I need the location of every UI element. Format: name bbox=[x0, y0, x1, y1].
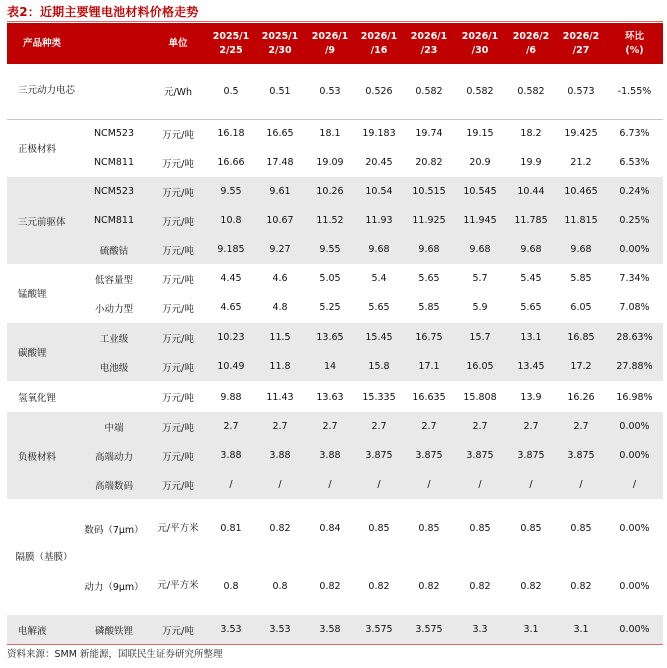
price-cell: 0.582 bbox=[415, 85, 443, 97]
group-name: 隔膜（基膜） bbox=[15, 551, 73, 563]
price-cell: 0.5 bbox=[223, 85, 239, 97]
price-cell: 3.1 bbox=[573, 624, 589, 635]
price-cell: 15.808 bbox=[463, 391, 497, 403]
table-title: 表2：近期主要锂电池材料价格走势 bbox=[7, 5, 199, 19]
price-cell: 13.65 bbox=[316, 332, 344, 343]
price-cell: 16.65 bbox=[266, 128, 294, 139]
header-unit: 单位 bbox=[168, 37, 188, 49]
price-cell: / bbox=[377, 479, 381, 490]
row-unit: 万元/吨 bbox=[162, 158, 194, 170]
change-cell: 0.00% bbox=[619, 624, 650, 635]
price-cell: 3.875 bbox=[567, 450, 595, 461]
price-cell: 11.8 bbox=[269, 361, 291, 372]
group-name: 锰酸锂 bbox=[18, 289, 47, 300]
price-cell: 0.82 bbox=[319, 580, 341, 592]
price-cell: 10.67 bbox=[266, 215, 294, 226]
row-unit: 元/Wh bbox=[163, 87, 193, 98]
row-subtype: 数码（7μm） bbox=[84, 524, 144, 536]
price-cell: 10.465 bbox=[564, 186, 598, 197]
price-cell: 13.9 bbox=[520, 391, 542, 403]
price-cell: 11.815 bbox=[564, 215, 598, 226]
row-subtype: 高端数码 bbox=[94, 480, 133, 492]
price-cell: 11.925 bbox=[412, 215, 446, 226]
header-date: 2026/2 /27 bbox=[562, 30, 600, 56]
price-cell: 16.66 bbox=[217, 157, 245, 168]
price-cell: 5.85 bbox=[418, 302, 440, 313]
row-subtype: 硫酸钴 bbox=[99, 245, 129, 257]
price-cell: 3.875 bbox=[365, 450, 393, 461]
price-cell: 0.85 bbox=[520, 523, 542, 534]
price-cell: 5.65 bbox=[520, 302, 542, 313]
header-date: 2025/1 2/25 bbox=[212, 30, 250, 56]
price-cell: 3.88 bbox=[220, 450, 242, 461]
price-cell: 0.582 bbox=[517, 85, 545, 97]
price-cell: 9.68 bbox=[469, 244, 491, 255]
price-cell: 5.4 bbox=[371, 273, 387, 284]
price-cell: / bbox=[579, 479, 583, 490]
group-name: 电解液 bbox=[18, 625, 47, 637]
price-cell: 21.2 bbox=[570, 157, 592, 168]
price-cell: 5.85 bbox=[570, 273, 592, 284]
change-cell: 6.73% bbox=[619, 128, 650, 139]
price-cell: 5.45 bbox=[520, 273, 542, 284]
price-cell: 17.2 bbox=[570, 361, 592, 372]
price-cell: 10.515 bbox=[412, 186, 446, 197]
row-subtype: NCM811 bbox=[93, 215, 135, 226]
price-cell: 9.68 bbox=[418, 244, 440, 255]
row-subtype: 工业级 bbox=[99, 333, 129, 345]
price-cell: 0.82 bbox=[418, 580, 440, 592]
change-cell: 7.08% bbox=[619, 302, 650, 313]
group-name: 碳酸锂 bbox=[18, 348, 47, 359]
price-cell: 3.1 bbox=[523, 624, 539, 635]
row-subtype: NCM523 bbox=[93, 186, 135, 197]
price-cell: 5.65 bbox=[368, 302, 390, 313]
price-cell: 9.55 bbox=[319, 244, 341, 255]
price-cell: 16.18 bbox=[217, 128, 245, 139]
price-cell: 10.49 bbox=[217, 361, 245, 372]
price-cell: 3.575 bbox=[415, 624, 443, 635]
price-cell: 19.9 bbox=[520, 157, 542, 168]
price-cell: 9.68 bbox=[570, 244, 592, 255]
price-cell: 9.68 bbox=[368, 244, 390, 255]
change-cell: 0.00% bbox=[619, 244, 650, 255]
price-cell: 19.183 bbox=[362, 128, 396, 139]
header-change: 环比 (%) bbox=[624, 30, 644, 56]
change-cell: 28.63% bbox=[616, 332, 653, 343]
row-unit: 元/平方米 bbox=[157, 522, 199, 534]
price-cell: 9.61 bbox=[269, 186, 291, 197]
price-cell: 3.88 bbox=[319, 450, 341, 461]
price-cell: 16.75 bbox=[415, 332, 443, 343]
price-cell: 10.26 bbox=[316, 186, 344, 197]
row-unit: 万元/吨 bbox=[162, 187, 194, 199]
price-cell: 9.27 bbox=[269, 244, 291, 255]
price-cell: 9.185 bbox=[217, 244, 245, 255]
price-cell: 14 bbox=[323, 361, 337, 372]
row-subtype: 中端 bbox=[104, 422, 124, 434]
price-cell: 2.7 bbox=[223, 421, 239, 432]
price-cell: 15.45 bbox=[365, 332, 393, 343]
price-cell: 9.88 bbox=[220, 391, 242, 403]
price-cell: 0.84 bbox=[319, 523, 341, 534]
price-cell: 0.51 bbox=[269, 85, 291, 97]
row-subtype: NCM523 bbox=[93, 128, 135, 139]
price-cell: 0.53 bbox=[319, 85, 341, 97]
price-cell: 5.9 bbox=[472, 302, 488, 313]
price-cell: 19.425 bbox=[564, 128, 598, 139]
price-cell: 3.53 bbox=[220, 624, 242, 635]
change-cell: 16.98% bbox=[616, 391, 653, 403]
price-cell: 9.68 bbox=[520, 244, 542, 255]
price-cell: 0.8 bbox=[272, 580, 288, 592]
price-cell: 3.88 bbox=[269, 450, 291, 461]
price-cell: 11.785 bbox=[514, 215, 548, 226]
price-cell: 10.54 bbox=[365, 186, 393, 197]
row-unit: 万元/吨 bbox=[162, 362, 194, 374]
table-header bbox=[7, 23, 663, 64]
price-cell: 15.8 bbox=[368, 361, 390, 372]
price-cell: 20.9 bbox=[469, 157, 491, 168]
price-cell: / bbox=[478, 479, 482, 490]
price-cell: 11.52 bbox=[316, 215, 344, 226]
price-cell: / bbox=[427, 479, 431, 490]
header-date: 2026/2 /6 bbox=[512, 30, 550, 56]
source-note: 资料来源：SMM 新能源，国联民生证券研究所整理 bbox=[7, 649, 223, 660]
price-cell: 0.85 bbox=[418, 523, 440, 534]
price-cell: 2.7 bbox=[322, 421, 338, 432]
title-rule bbox=[7, 21, 663, 22]
price-cell: 0.573 bbox=[567, 85, 595, 97]
row-subtype: 动力（9μm） bbox=[84, 582, 144, 593]
row-unit: 万元/吨 bbox=[162, 129, 194, 141]
change-cell: 0.25% bbox=[619, 215, 650, 226]
price-cell: 0.8 bbox=[223, 580, 239, 592]
row-unit: 万元/吨 bbox=[162, 480, 194, 492]
price-cell: 10.545 bbox=[463, 186, 497, 197]
price-cell: 3.53 bbox=[269, 624, 291, 635]
price-cell: 5.25 bbox=[319, 302, 341, 313]
header-date: 2026/1 /30 bbox=[461, 30, 499, 56]
price-cell: 3.875 bbox=[466, 450, 494, 461]
price-cell: 2.7 bbox=[523, 421, 539, 432]
price-cell: 0.85 bbox=[368, 523, 390, 534]
header-date: 2026/1 /23 bbox=[410, 30, 448, 56]
price-cell: 5.7 bbox=[472, 273, 488, 284]
price-cell: 10.23 bbox=[217, 332, 245, 343]
change-cell: -1.55% bbox=[617, 85, 652, 97]
price-cell: 2.7 bbox=[272, 421, 288, 432]
price-cell: 2.7 bbox=[472, 421, 488, 432]
change-cell: 0.00% bbox=[619, 421, 650, 432]
row-subtype: 低容量型 bbox=[94, 274, 133, 286]
price-cell: 20.45 bbox=[365, 157, 393, 168]
price-cell: 16.26 bbox=[567, 391, 595, 403]
row-subtype: 磷酸铁锂 bbox=[94, 625, 133, 637]
table-bottom-rule bbox=[7, 644, 663, 645]
price-cell: 13.63 bbox=[316, 391, 344, 403]
price-cell: 2.7 bbox=[371, 421, 387, 432]
price-cell: 0.82 bbox=[469, 580, 491, 592]
row-unit: 万元/吨 bbox=[162, 422, 194, 434]
group-name: 正极材料 bbox=[18, 144, 57, 155]
price-cell: 5.05 bbox=[319, 273, 341, 284]
row-subtype: 小动力型 bbox=[94, 303, 133, 315]
price-cell: 18.1 bbox=[319, 128, 341, 139]
header-product: 产品种类 bbox=[22, 37, 61, 49]
price-cell: 19.09 bbox=[316, 157, 344, 168]
price-cell: / bbox=[328, 479, 332, 490]
group-name: 氢氧化锂 bbox=[18, 393, 57, 404]
price-cell: 2.7 bbox=[573, 421, 589, 432]
change-cell: 0.00% bbox=[619, 580, 650, 592]
price-cell: 3.3 bbox=[472, 624, 488, 635]
price-cell: 9.55 bbox=[220, 186, 242, 197]
price-cell: 15.335 bbox=[362, 391, 396, 403]
row-subtype: 电池级 bbox=[99, 362, 129, 374]
price-cell: 18.2 bbox=[520, 128, 542, 139]
row-unit: 万元/吨 bbox=[162, 625, 194, 637]
group-name: 三元前驱体 bbox=[18, 216, 66, 228]
row-unit: 万元/吨 bbox=[162, 333, 194, 345]
row-unit: 万元/吨 bbox=[162, 274, 194, 286]
price-cell: 0.85 bbox=[469, 523, 491, 534]
change-cell: 6.53% bbox=[619, 157, 650, 168]
price-cell: 0.82 bbox=[368, 580, 390, 592]
price-cell: 3.875 bbox=[415, 450, 443, 461]
price-cell: 11.43 bbox=[266, 391, 294, 403]
price-cell: 4.8 bbox=[272, 302, 288, 313]
row-unit: 万元/吨 bbox=[162, 216, 194, 228]
group-name: 负极材料 bbox=[18, 451, 57, 463]
price-cell: 19.74 bbox=[415, 128, 443, 139]
price-cell: 4.65 bbox=[220, 302, 242, 313]
row-unit: 万元/吨 bbox=[162, 451, 194, 463]
price-cell: 0.582 bbox=[466, 85, 494, 97]
price-cell: 15.7 bbox=[469, 332, 491, 343]
price-cell: 13.45 bbox=[517, 361, 545, 372]
row-unit: 万元/吨 bbox=[162, 303, 194, 315]
row-subtype: NCM811 bbox=[93, 157, 135, 168]
price-cell: 17.1 bbox=[418, 361, 440, 372]
price-cell: 16.05 bbox=[466, 361, 494, 372]
price-cell: 13.1 bbox=[520, 332, 542, 343]
header-date: 2025/1 2/30 bbox=[261, 30, 299, 56]
price-cell: 0.82 bbox=[520, 580, 542, 592]
price-cell: 5.65 bbox=[418, 273, 440, 284]
price-cell: 6.05 bbox=[570, 302, 592, 313]
price-cell: 0.81 bbox=[220, 523, 242, 534]
price-cell: 20.82 bbox=[415, 157, 443, 168]
price-cell: 11.5 bbox=[269, 332, 291, 343]
price-cell: 3.575 bbox=[365, 624, 393, 635]
header-date: 2026/1 /16 bbox=[360, 30, 398, 56]
price-cell: 4.6 bbox=[272, 273, 288, 284]
price-cell: 16.85 bbox=[567, 332, 595, 343]
row-unit: 万元/吨 bbox=[162, 393, 194, 404]
price-cell: 0.85 bbox=[570, 523, 592, 534]
price-cell: / bbox=[229, 479, 233, 490]
row-unit: 万元/吨 bbox=[162, 245, 194, 257]
row-unit: 元/平方米 bbox=[157, 580, 199, 591]
price-cell: 11.93 bbox=[365, 215, 393, 226]
change-cell: / bbox=[632, 479, 637, 490]
price-cell: 0.526 bbox=[365, 85, 393, 97]
price-cell: / bbox=[278, 479, 282, 490]
price-cell: / bbox=[529, 479, 533, 490]
change-cell: 7.34% bbox=[619, 273, 650, 284]
row-subtype: 高端动力 bbox=[94, 451, 133, 463]
price-cell: 19.15 bbox=[466, 128, 494, 139]
price-cell: 0.82 bbox=[269, 523, 291, 534]
change-cell: 0.24% bbox=[619, 186, 650, 197]
change-cell: 0.00% bbox=[619, 523, 650, 534]
price-cell: 2.7 bbox=[421, 421, 437, 432]
change-cell: 27.88% bbox=[616, 361, 653, 372]
price-cell: 10.44 bbox=[517, 186, 545, 197]
price-cell: 0.82 bbox=[570, 580, 592, 592]
header-date: 2026/1 /9 bbox=[311, 30, 349, 56]
price-cell: 4.45 bbox=[220, 273, 242, 284]
price-cell: 16.635 bbox=[412, 391, 446, 403]
price-cell: 11.945 bbox=[463, 215, 497, 226]
price-cell: 10.8 bbox=[220, 215, 242, 226]
price-cell: 3.875 bbox=[517, 450, 545, 461]
price-cell: 17.48 bbox=[266, 157, 294, 168]
price-cell: 3.58 bbox=[319, 624, 341, 635]
group-name: 三元动力电芯 bbox=[18, 85, 76, 96]
change-cell: 0.00% bbox=[619, 450, 650, 461]
